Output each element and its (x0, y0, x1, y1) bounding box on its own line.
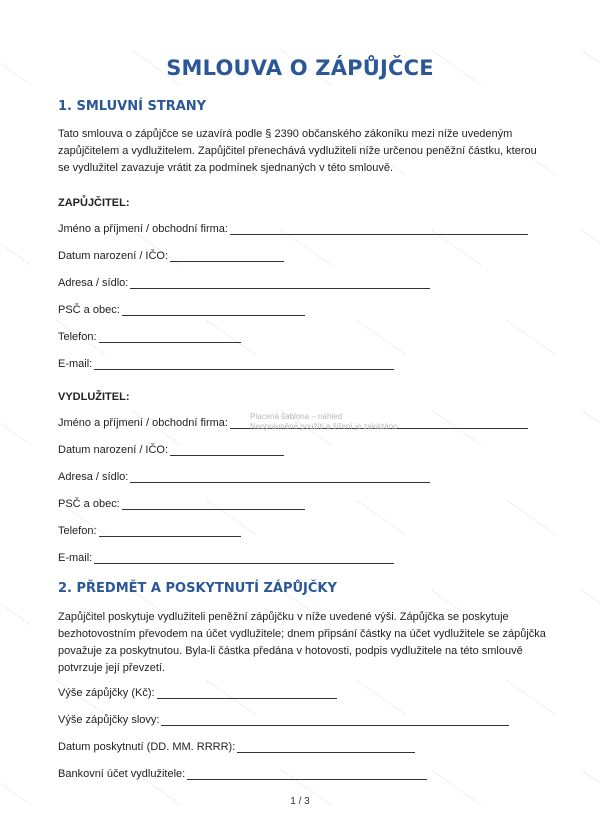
borrower-phone-field[interactable] (58, 525, 241, 537)
lender-name-field[interactable] (58, 223, 528, 235)
section-heading-parties: 1. SMLUVNÍ STRANY (58, 99, 207, 114)
field-label: PSČ a obec: (58, 304, 120, 316)
fill-line[interactable] (237, 741, 415, 753)
field-label: Datum poskytnutí (DD. MM. RRRR): (58, 741, 236, 753)
watermark-mark (0, 410, 31, 446)
watermark-mark (506, 320, 556, 356)
fill-line[interactable] (170, 444, 284, 456)
lender-phone-field[interactable] (58, 331, 241, 343)
subject-intro-paragraph: Zapůjčitel poskytuje vydlužiteli peněžní zápůjčku v níže uvedené výši. Zápůjčka se poskytuje bezhotovostním převodem na účet vydlužitele; dnem připsání částky na účet vydlužitele se zápůjčka považuje za poskytnutou. Byla-li částka předána v hotovosti, podpis vydlužitele na této smlouvě potvrzuje její převzetí. (58, 611, 546, 674)
fill-line[interactable] (230, 223, 528, 235)
fill-line[interactable] (187, 768, 427, 780)
borrower-label: VYDLUŽITEL: (58, 391, 130, 403)
amount-field[interactable] (58, 687, 337, 699)
fill-line[interactable] (130, 277, 430, 289)
watermark-mark (581, 410, 600, 446)
watermark-mark (506, 680, 556, 716)
borrower-email-field[interactable] (58, 552, 394, 564)
field-label: Datum narození / IČO: (58, 444, 169, 456)
fill-line[interactable] (94, 552, 394, 564)
fill-line[interactable] (130, 471, 430, 483)
borrower-zip-field[interactable] (58, 498, 305, 510)
watermark-mark (356, 500, 406, 536)
amount-words-field[interactable] (58, 714, 509, 726)
fill-line[interactable] (122, 498, 305, 510)
section-heading-subject: 2. PŘEDMĚT A POSKYTNUTÍ ZÁPŮJČKY (58, 581, 337, 596)
page-number: 1 / 3 (290, 796, 310, 807)
field-label: Výše zápůjčky slovy: (58, 714, 160, 726)
watermark-line: Placená šablona – náhled (250, 412, 343, 421)
field-label: Jméno a příjmení / obchodní firma: (58, 417, 228, 429)
field-label: E-mail: (58, 358, 93, 370)
field-label: Adresa / sídlo: (58, 277, 129, 289)
field-label: Jméno a příjmení / obchodní firma: (58, 223, 228, 235)
lender-birth-field[interactable] (58, 250, 284, 262)
watermark-line: Neoprávněné použití a šíření je zakázáno (250, 422, 398, 431)
borrower-birth-field[interactable] (58, 444, 284, 456)
watermark-mark (581, 590, 600, 626)
field-label: E-mail: (58, 552, 93, 564)
fill-line[interactable] (94, 358, 394, 370)
watermark-mark (431, 230, 481, 266)
lender-label: ZAPŮJČITEL: (58, 197, 130, 209)
field-label: Telefon: (58, 331, 97, 343)
watermark-mark (0, 230, 31, 266)
field-label: PSČ a obec: (58, 498, 120, 510)
field-label: Telefon: (58, 525, 97, 537)
parties-intro-paragraph: Tato smlouva o zápůjčce se uzavírá podle § 2390 občanského zákoníku mezi níže uvedeným zapůjčitelem a vydlužitelem. Zapůjčitel přenechává vydlužiteli níže určenou peněžní částku, kterou se vydlužitel zavazuje vrátit za podmínek sjednaných v této smlouvě. (58, 128, 537, 174)
bank-account-field[interactable] (58, 768, 427, 780)
field-label: Bankovní účet vydlužitele: (58, 768, 186, 780)
field-label: Výše zápůjčky (Kč): (58, 687, 155, 699)
watermark-mark (281, 230, 331, 266)
document-title: SMLOUVA O ZÁPŮJČCE (166, 56, 434, 80)
watermark-notice (250, 412, 398, 432)
watermark-mark (581, 230, 600, 266)
field-label: Adresa / sídlo: (58, 471, 129, 483)
fill-line[interactable] (161, 714, 509, 726)
fill-line[interactable] (157, 687, 337, 699)
date-provided-field[interactable] (58, 741, 415, 753)
lender-zip-field[interactable] (58, 304, 305, 316)
fill-line[interactable] (99, 331, 241, 343)
field-label: Datum narození / IČO: (58, 250, 169, 262)
watermark-mark (506, 500, 556, 536)
lender-address-field[interactable] (58, 277, 430, 289)
fill-line[interactable] (170, 250, 284, 262)
watermark-mark (356, 680, 406, 716)
watermark-mark (356, 320, 406, 356)
fill-line[interactable] (122, 304, 305, 316)
fill-line[interactable] (99, 525, 241, 537)
watermark-mark (0, 590, 31, 626)
borrower-address-field[interactable] (58, 471, 430, 483)
lender-email-field[interactable] (58, 358, 394, 370)
